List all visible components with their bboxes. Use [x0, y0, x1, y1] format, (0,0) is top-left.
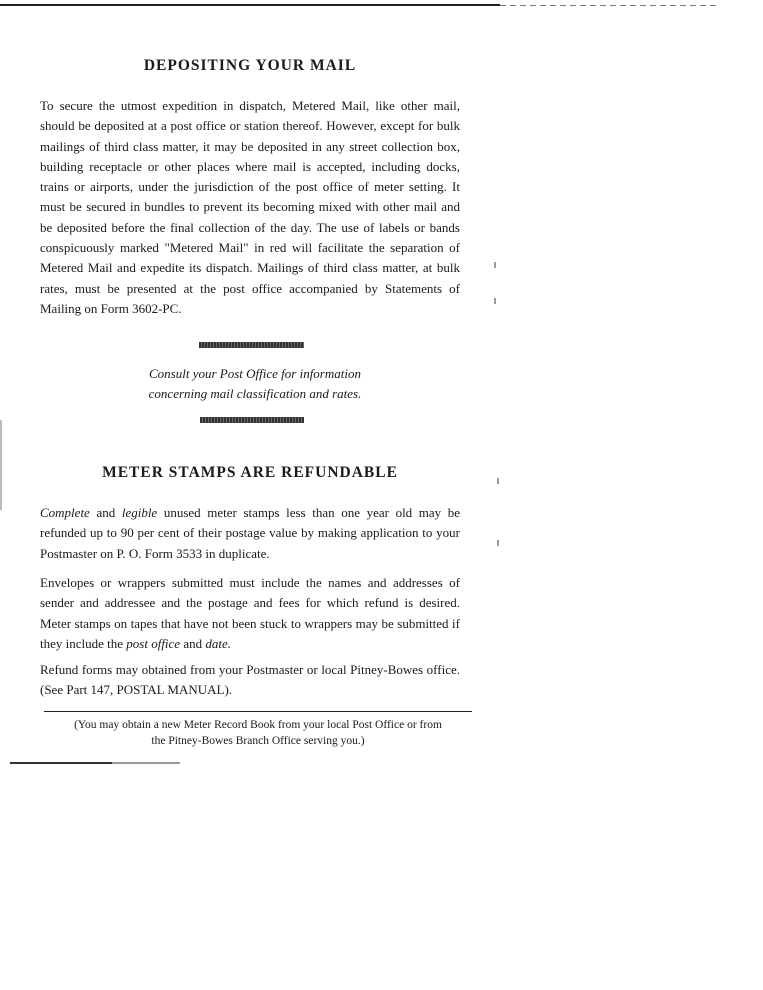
- footnote-line-2: the Pitney-Bowes Branch Office serving you.): [151, 735, 365, 747]
- consult-line-2: concerning mail classification and rates.: [148, 386, 362, 401]
- italic-post-office: post office: [126, 635, 181, 651]
- italic-legible: legible: [121, 505, 158, 520]
- italic-date: date.: [205, 635, 231, 651]
- divider-bar-top: [199, 342, 304, 348]
- divider-bar-bottom: [200, 417, 304, 423]
- footnote-line-1: (You may obtain a new Meter Record Book from your local Post Office or from: [74, 719, 442, 731]
- depositing-paragraph: To secure the utmost expedition in dispatch, Metered Mail, like other mail, should be deposited at a post office or station thereof. However, except for bulk mailings of third class matter, it may be deposited in any street collection box, building receptacle or other places where mail is accepted, including docks, trains or airports, under the jurisdiction of the post office of meter setting. It must be secured in bundles to prevent its becoming mixed with other mail and be deposited before the final collection of the day. The use of labels or bands conspicuously marked "Metered Mail" in red will facilitate the separation of Metered Mail and expedite its dispatch. Mailings of third class matter, at bulk rates, must be presented at the post office accompanied by Statements of Mailing on Form 3602-PC.: [40, 98, 460, 316]
- consult-notice: [110, 364, 400, 404]
- section-title-refundable: METER STAMPS ARE REFUNDABLE: [102, 464, 398, 481]
- refund-paragraph-2: [40, 573, 460, 654]
- consult-line-1: Consult your Post Office for information: [149, 366, 361, 381]
- refund-paragraph-3: Refund forms may obtained from your Postmaster or local Pitney-Bowes office. (See Part 147, POSTAL MANUAL).: [40, 662, 460, 698]
- scan-speck: [497, 540, 499, 546]
- envelopes-text: Envelopes or wrappers submitted must include the names and addresses of sender and addressee and the postage and fees for which refund is desired. Meter stamps on tapes that have not been stuck to wrappers may be submitted if they include the: [40, 575, 460, 651]
- bottom-scan-rule: [10, 762, 180, 764]
- and-text: and: [96, 505, 116, 520]
- refund-paragraph-1: [40, 503, 460, 564]
- refund-text: unused meter stamps less than one year old may be refunded up to 90 per cent of their postage value by making application to your Postmaster on P. O. Form 3533 in duplicate.: [40, 505, 461, 561]
- footnote: [44, 717, 472, 749]
- scan-speck: [497, 478, 499, 484]
- scan-edge: [0, 420, 2, 510]
- scan-speck: [494, 298, 496, 304]
- section-title-depositing: DEPOSITING YOUR MAIL: [143, 57, 357, 74]
- top-rule: [0, 4, 500, 6]
- and-text: and: [183, 635, 203, 651]
- top-rule-faint: [500, 5, 720, 6]
- scan-speck: [494, 262, 496, 268]
- italic-complete: Complete: [40, 505, 90, 520]
- footnote-rule: [44, 711, 472, 712]
